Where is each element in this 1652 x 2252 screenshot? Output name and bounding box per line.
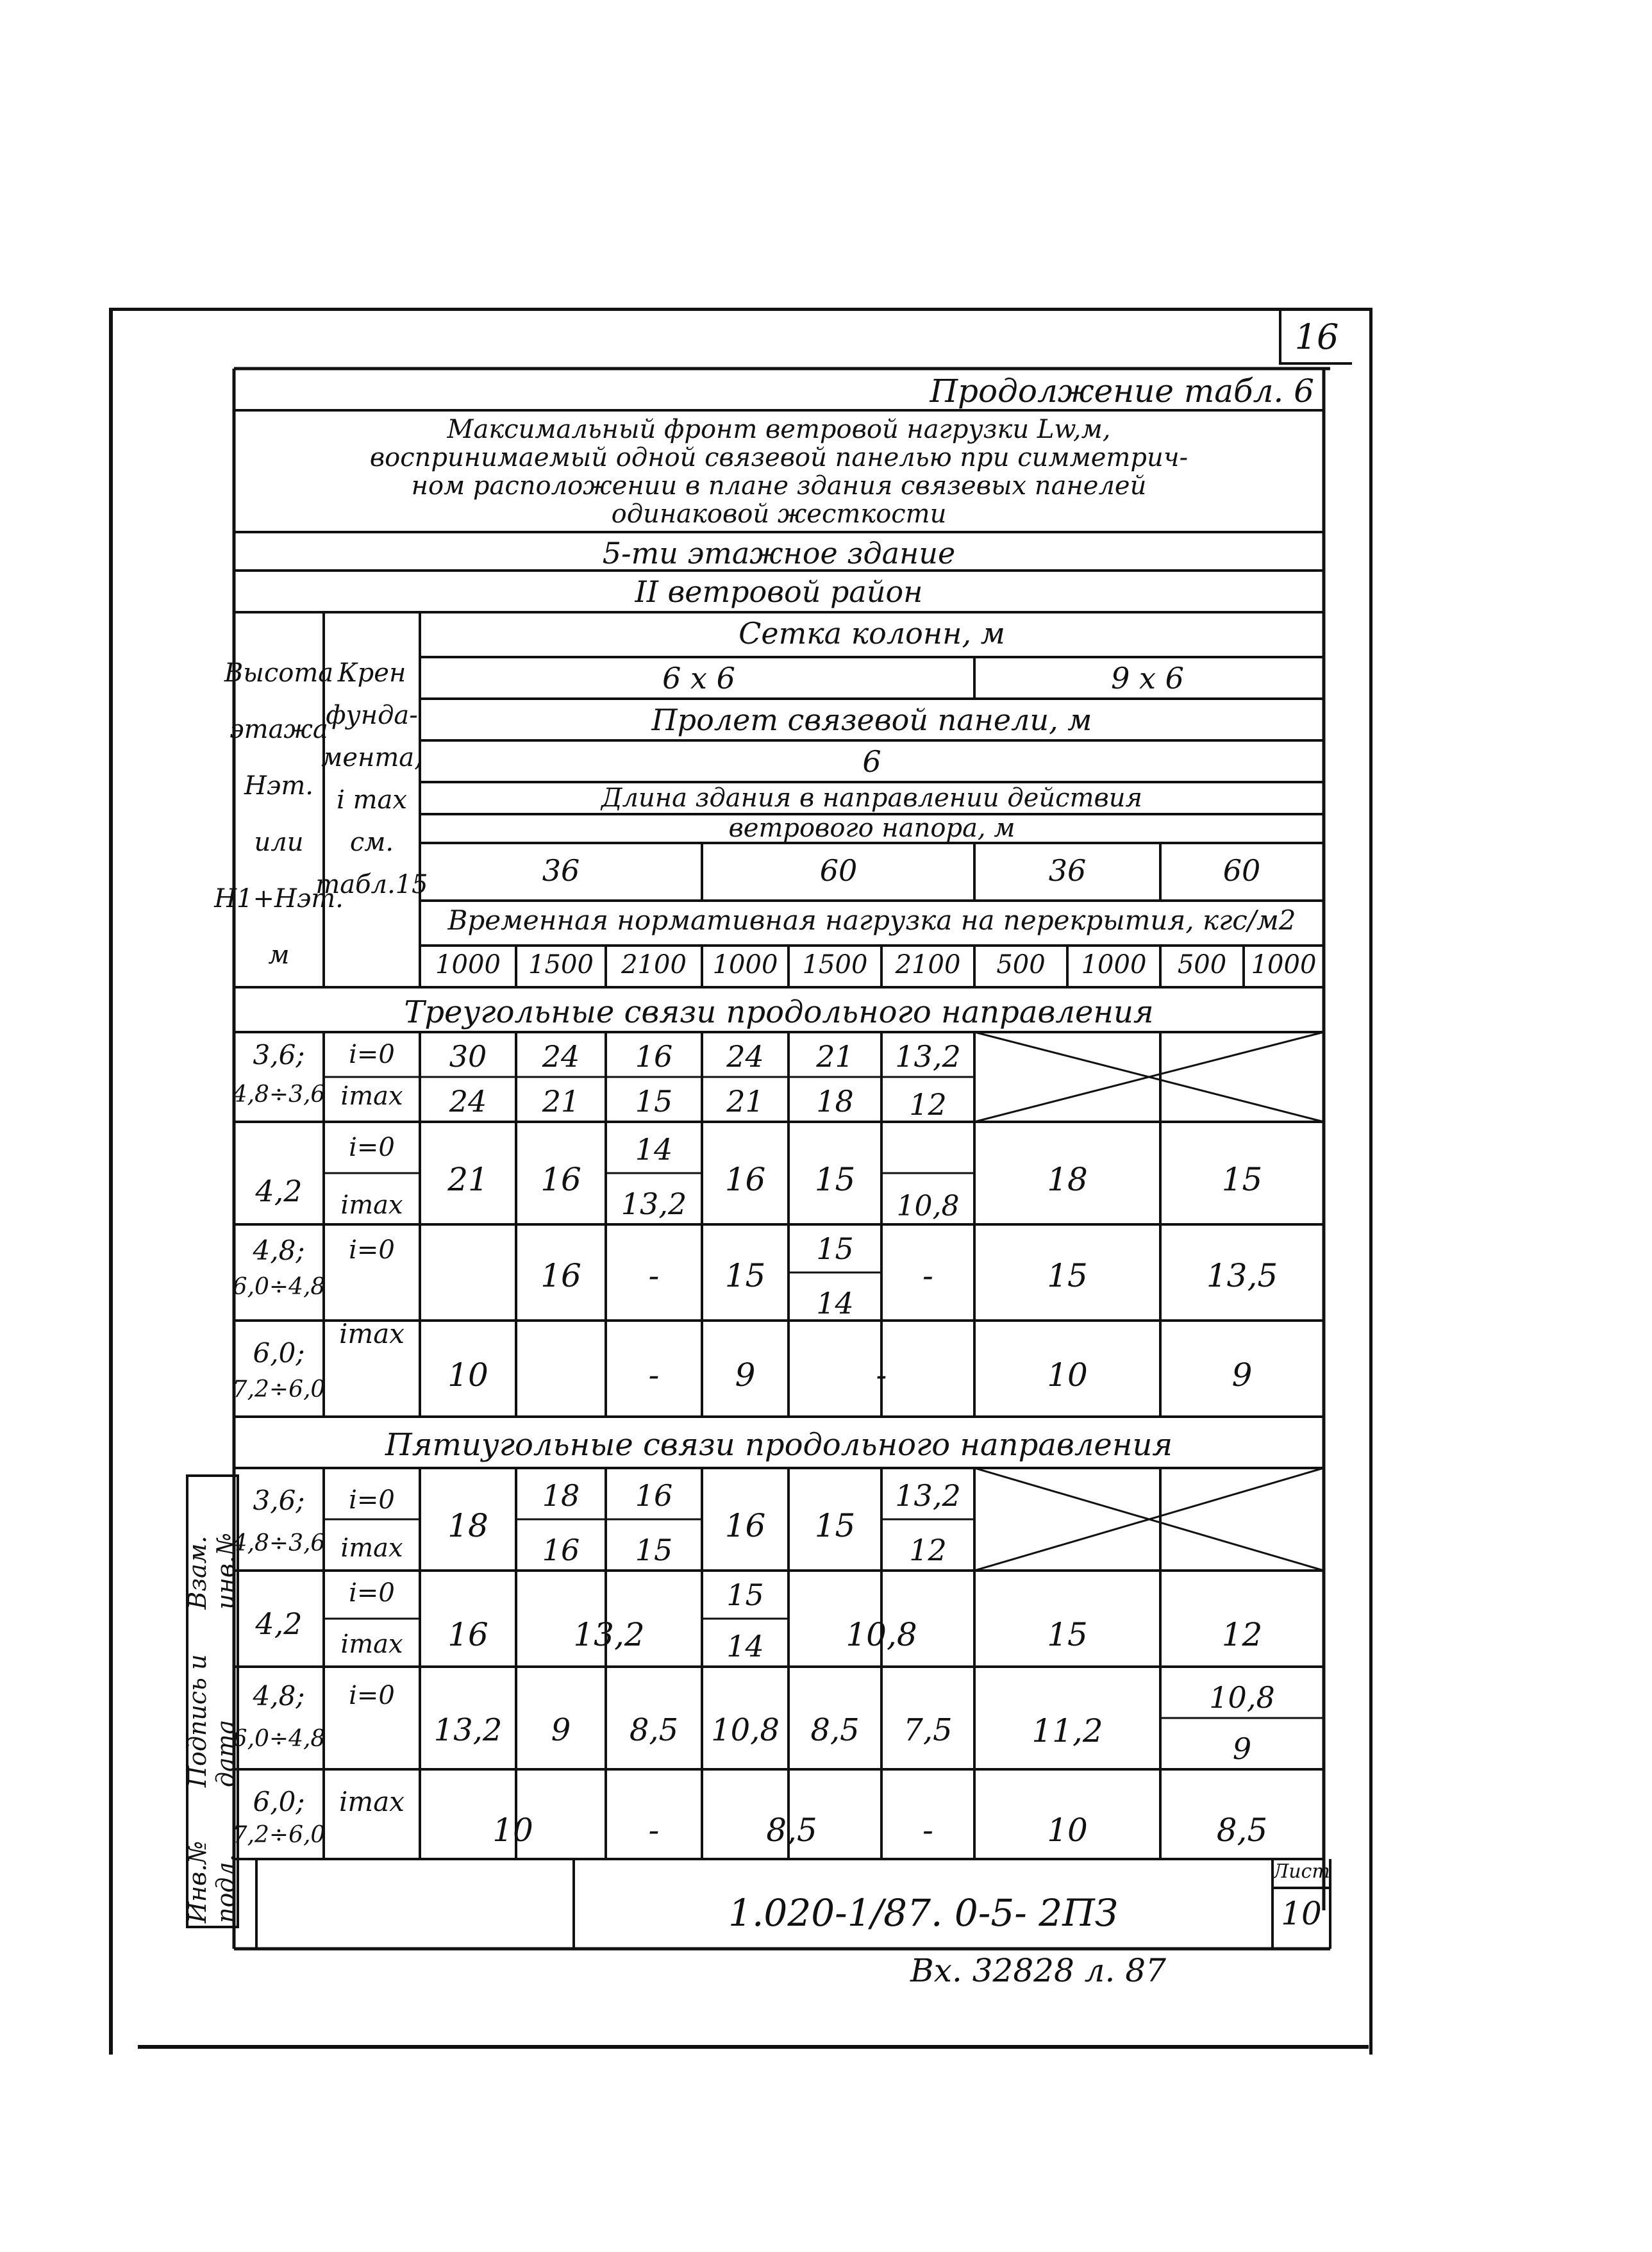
cell-value: 9 xyxy=(1231,1356,1253,1394)
tilt-i0: i=0 xyxy=(349,1040,395,1069)
row-height: 6,0÷4,8 xyxy=(232,1726,326,1752)
tilt-imax: imax xyxy=(340,1081,403,1111)
tilt-i0: i=0 xyxy=(349,1235,395,1265)
tilt-label: см. xyxy=(349,828,394,857)
length-value: 60 xyxy=(1222,853,1261,888)
row-height: 4,8÷3,6 xyxy=(232,1081,326,1108)
cell-value: 15 xyxy=(724,1257,766,1294)
height-label: м xyxy=(268,940,290,970)
section-title-triangular: Треугольные связи продольного направления xyxy=(404,994,1154,1030)
cell-value: 15 xyxy=(814,1161,856,1198)
tilt-label: табл.15 xyxy=(315,870,428,899)
load-value: 1000 xyxy=(1081,950,1147,980)
cell-value: 16 xyxy=(635,1039,673,1074)
load-value: 500 xyxy=(1177,950,1227,980)
cell-value: 13,5 xyxy=(1206,1257,1278,1294)
height-label: Высота xyxy=(224,658,334,688)
sheet-label: Лист xyxy=(1272,1860,1330,1883)
section-title-pentagonal: Пятиугольные связи продольного направления xyxy=(385,1427,1173,1463)
height-label: Н1+Нэт. xyxy=(214,884,344,913)
cell-value: 10,8 xyxy=(846,1616,917,1653)
tilt-imax: imax xyxy=(340,1533,403,1563)
load-value: 1500 xyxy=(528,950,594,980)
row-height: 4,2 xyxy=(255,1174,303,1208)
description-line: одинаковой жесткости xyxy=(611,499,947,529)
cell-value: 10,8 xyxy=(896,1190,960,1222)
row-height: 7,2÷6,0 xyxy=(232,1822,326,1848)
cell-value: - xyxy=(648,1257,660,1294)
cell-value: 16 xyxy=(724,1507,766,1544)
cell-value: 15 xyxy=(1047,1616,1088,1653)
tilt-i0: i=0 xyxy=(349,1485,395,1515)
continuation-title: Продолжение табл. 6 xyxy=(930,372,1314,410)
cell-value: 12 xyxy=(909,1533,947,1567)
load-label: Временная нормативная нагрузка на перекрытия, кгс/м2 xyxy=(447,905,1296,936)
cell-value: 18 xyxy=(816,1084,854,1119)
cell-value: 8,5 xyxy=(766,1812,817,1849)
length-value: 60 xyxy=(819,853,858,888)
cell-value: 8,5 xyxy=(810,1712,860,1748)
length-label: Длина здания в направлении действия xyxy=(601,783,1143,813)
wind-region: II ветровой район xyxy=(635,574,923,609)
building-type: 5-ти этажное здание xyxy=(602,536,956,571)
cell-value: 13,2 xyxy=(621,1187,687,1221)
cell-value: 21 xyxy=(726,1084,764,1119)
sheet-number: 10 xyxy=(1281,1895,1322,1932)
cell-value: 16 xyxy=(635,1478,673,1513)
cell-value: 12 xyxy=(909,1087,947,1122)
cell-value: 15 xyxy=(814,1507,856,1544)
row-height: 4,8; xyxy=(253,1235,305,1266)
cell-value: 14 xyxy=(635,1132,673,1167)
cell-value: - xyxy=(922,1257,933,1294)
cell-value: 7,5 xyxy=(903,1712,953,1748)
cell-value: 21 xyxy=(542,1084,580,1119)
cell-value: 18 xyxy=(447,1507,488,1544)
tilt-label: Крен xyxy=(337,658,406,688)
grid-6x6: 6 х 6 xyxy=(662,661,735,696)
cell-value: 18 xyxy=(542,1478,580,1513)
grid-9x6: 9 х 6 xyxy=(1111,661,1184,696)
cell-value: 9 xyxy=(551,1712,571,1748)
row-height: 4,8; xyxy=(253,1680,305,1712)
cell-value: 16 xyxy=(540,1161,581,1198)
tilt-label: i max xyxy=(337,785,407,815)
row-height: 7,2÷6,0 xyxy=(232,1376,326,1403)
cell-value: 11,2 xyxy=(1031,1712,1103,1749)
cell-value: 8,5 xyxy=(629,1712,679,1748)
cell-value: - xyxy=(876,1356,887,1394)
height-label: Нэт. xyxy=(244,771,313,801)
load-value: 500 xyxy=(996,950,1046,980)
cell-value: 16 xyxy=(542,1533,580,1567)
tilt-imax: imax xyxy=(339,1786,405,1817)
cell-value: 21 xyxy=(816,1039,854,1074)
cell-value: - xyxy=(922,1812,933,1849)
tilt-i0: i=0 xyxy=(349,1133,395,1162)
row-height: 6,0; xyxy=(253,1786,305,1817)
cell-value: 10,8 xyxy=(711,1712,780,1748)
cell-value: 21 xyxy=(447,1161,488,1198)
cell-value: 10 xyxy=(1047,1356,1088,1394)
tilt-imax: imax xyxy=(339,1318,405,1349)
cell-value: 15 xyxy=(726,1578,764,1612)
grid-label: Сетка колонн, м xyxy=(738,616,1005,651)
row-height: 3,6; xyxy=(253,1485,305,1516)
tilt-label: мента, xyxy=(321,743,422,772)
load-value: 1500 xyxy=(802,950,868,980)
side-label-replace: Взам. инв.№ xyxy=(183,1532,240,1610)
cell-value: 13,2 xyxy=(573,1616,645,1653)
cell-value: 14 xyxy=(816,1286,854,1321)
cell-value: 9 xyxy=(735,1356,756,1394)
cell-value: 15 xyxy=(1047,1257,1088,1294)
row-height: 4,2 xyxy=(255,1606,303,1641)
tilt-label: фунда- xyxy=(326,701,418,730)
description-line: Максимальный фронт ветровой нагрузки Lw,м, xyxy=(447,415,1111,444)
tilt-imax: imax xyxy=(340,1190,403,1220)
cell-value: 15 xyxy=(635,1533,673,1567)
length-value: 36 xyxy=(1048,853,1087,888)
cell-value: 15 xyxy=(816,1231,854,1266)
cell-value: 10 xyxy=(447,1356,488,1394)
cell-value: 13,2 xyxy=(433,1712,503,1748)
cell-value: 15 xyxy=(1221,1161,1263,1198)
load-value: 1000 xyxy=(435,950,501,980)
side-label-inv: Инв.№ подл. xyxy=(183,1840,240,1923)
cell-value: - xyxy=(648,1812,660,1849)
cell-value: 16 xyxy=(540,1257,581,1294)
row-height: 6,0÷4,8 xyxy=(232,1274,326,1300)
cell-value: 18 xyxy=(1047,1161,1088,1198)
load-value: 2100 xyxy=(895,950,961,980)
cell-value: 16 xyxy=(724,1161,766,1198)
load-value: 1000 xyxy=(712,950,778,980)
cell-value: 24 xyxy=(449,1084,487,1119)
cell-value: 10 xyxy=(1047,1812,1088,1849)
length-label: ветрового напора, м xyxy=(728,813,1015,843)
cell-value: 8,5 xyxy=(1216,1812,1268,1849)
page-number: 16 xyxy=(1279,311,1352,365)
description-line: воспринимаемый одной связевой панелью при симметрич- xyxy=(369,443,1189,472)
cell-value: 30 xyxy=(449,1039,487,1074)
height-label: этажа xyxy=(229,715,328,744)
cell-value: 12 xyxy=(1221,1616,1263,1653)
cell-value: 16 xyxy=(447,1616,488,1653)
cell-value: 14 xyxy=(726,1629,764,1664)
height-label: или xyxy=(254,828,304,857)
span-label: Пролет связевой панели, м xyxy=(651,703,1092,737)
doc-code: 1.020-1/87. 0-5- 2ПЗ xyxy=(728,1891,1118,1935)
load-value: 2100 xyxy=(621,950,687,980)
load-value: 1000 xyxy=(1251,950,1317,980)
length-value: 36 xyxy=(542,853,580,888)
cell-value: 24 xyxy=(542,1039,580,1074)
incoming-stamp: Вх. 32828 л. 87 xyxy=(910,1952,1166,1989)
cell-value: 24 xyxy=(726,1039,764,1074)
description-line: ном расположении в плане здания связевых панелей xyxy=(411,471,1147,501)
cell-value: 10 xyxy=(492,1812,533,1849)
row-height: 4,8÷3,6 xyxy=(232,1530,326,1556)
span-value: 6 xyxy=(862,744,881,779)
row-height: 3,6; xyxy=(253,1039,305,1071)
cell-value: 15 xyxy=(635,1084,673,1119)
cell-value: 9 xyxy=(1232,1731,1252,1766)
tilt-imax: imax xyxy=(340,1630,403,1659)
tilt-i0: i=0 xyxy=(349,1578,395,1608)
side-label-sign: Подпись и дата xyxy=(183,1654,240,1788)
cell-value: 13,2 xyxy=(895,1478,961,1513)
row-height: 6,0; xyxy=(253,1337,305,1369)
cell-value: 13,2 xyxy=(895,1039,961,1074)
tilt-i0: i=0 xyxy=(349,1681,395,1710)
cell-value: 10,8 xyxy=(1209,1680,1275,1715)
cell-value: - xyxy=(648,1356,660,1394)
